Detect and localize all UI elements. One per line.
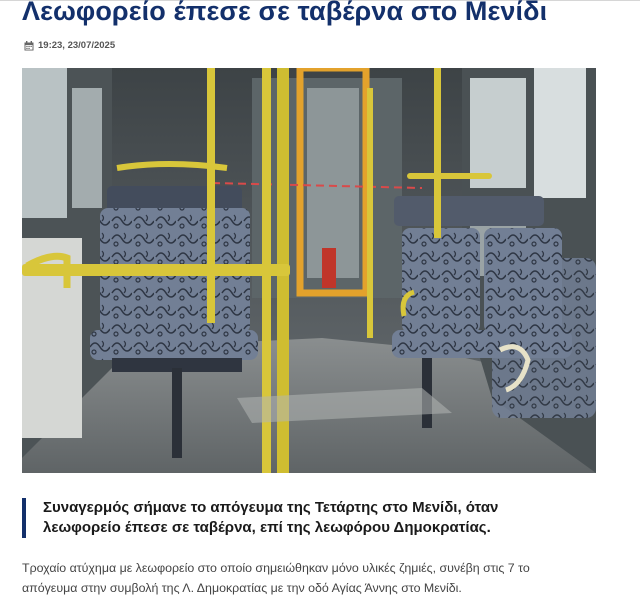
bus-interior-image [22,68,596,473]
article-title: Λεωφορείο έπεσε σε ταβέρνα στο Μενίδι [22,0,548,26]
body-line: Τροχαίο ατύχημα με λεωφορείο στο οποίο σημειώθηκαν μόνο υλικές ζημιές, συνέβη στις 7 το [22,561,530,575]
article-photo [22,68,596,473]
body-line: απόγευμα στην συμβολή της Λ. Δημοκρατίας με την οδό Αγίας Άννης στο Μενίδι. [22,581,462,595]
lead-line: λεωφορείο έπεσε σε ταβέρνα, επί της λεωφόρου Δημοκρατίας. [43,519,491,536]
lead-line: Συναγερμός σήμανε το απόγευμα της Τετάρτης στο Μενίδι, όταν [43,499,499,516]
article-lead [22,498,603,538]
article-datetime: 19:23, 23/07/2025 [38,40,116,51]
article-meta [24,40,115,51]
calendar-icon [24,41,34,51]
article-body [22,558,582,598]
